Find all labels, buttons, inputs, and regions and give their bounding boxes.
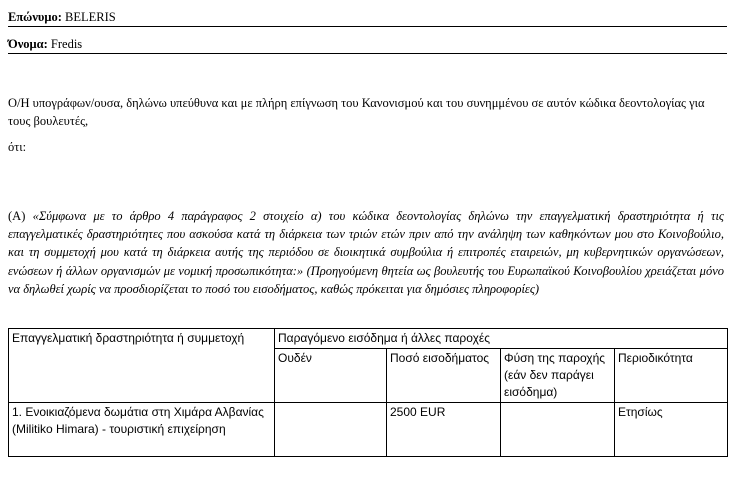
col-none: Ουδέν: [275, 349, 387, 403]
col-amount: Ποσό εισοδήματος: [387, 349, 501, 403]
oti-text: ότι:: [8, 140, 27, 154]
section-a-italic: «Σύμφωνα με το άρθρο 4 παράγραφος 2 στοιχείο α) του κώδικα δεοντολογίας δηλώνω την επαγγελματική δραστηριότητα ή τις επαγγελματικές δραστηριότητες που ασκούσα κατά τη διάρκεια των τριών ετών πριν από την ανάληψη των καθηκόντων μου στο Κοινοβούλιο, και τη συμμετοχή μου κατά τη διάρκεια αυτής της περιόδου σε διοικητικά συμβούλια ή επιτροπές εταιρειών, μη κυβερνητικών οργανώσεων, ενώσεων ή άλλων οργανισμών με νομική προσωπικότητα:»: [8, 209, 724, 278]
row-amount: 2500 EUR: [387, 403, 501, 457]
surname-value: BELERIS: [65, 10, 116, 24]
row-nature: [501, 403, 615, 457]
intro-text: Ο/Η υπογράφων/ουσα, δηλώνω υπεύθυνα και με πλήρη επίγνωση του Κανονισμού και του συνημμένου σε αυτόν κώδικα δεοντολογίας για τους βουλευτές,: [8, 96, 705, 128]
row-none: [275, 403, 387, 457]
name-value: Fredis: [50, 37, 83, 51]
row-activity: 1. Ενοικιαζόμενα δωμάτια στη Χιμάρα Αλβανίας (Militiko Himara) - τουριστική επιχείρηση: [9, 403, 275, 457]
declaration-table: [8, 328, 728, 457]
surname-field: [8, 8, 727, 27]
name-label: Όνομα:: [8, 37, 48, 51]
col-nature: Φύση της παροχής (εάν δεν παράγει εισόδημα): [501, 349, 615, 403]
name-field: [8, 35, 727, 54]
section-a-note: (Προηγούμενη θητεία ως βουλευτής του Ευρωπαϊκού Κοινοβουλίου χρειάζεται μόνο να δηλωθεί χωρίς να προσδιορίζεται το ποσό του εισοδήματος, καθώς πρόκειται για δημόσιες πληροφορίες): [8, 263, 724, 296]
section-a-prefix: (Α): [8, 209, 33, 223]
table-header-row: [9, 329, 728, 349]
section-a: [8, 207, 724, 298]
table-row: [9, 403, 728, 457]
header-income: Παραγόμενο εισόδημα ή άλλες παροχές: [275, 329, 728, 349]
header-activity: Επαγγελματική δραστηριότητα ή συμμετοχή: [9, 329, 275, 403]
row-period: Ετησίως: [615, 403, 728, 457]
col-period: Περιοδικότητα: [615, 349, 728, 403]
surname-label: Επώνυμο:: [8, 10, 62, 24]
